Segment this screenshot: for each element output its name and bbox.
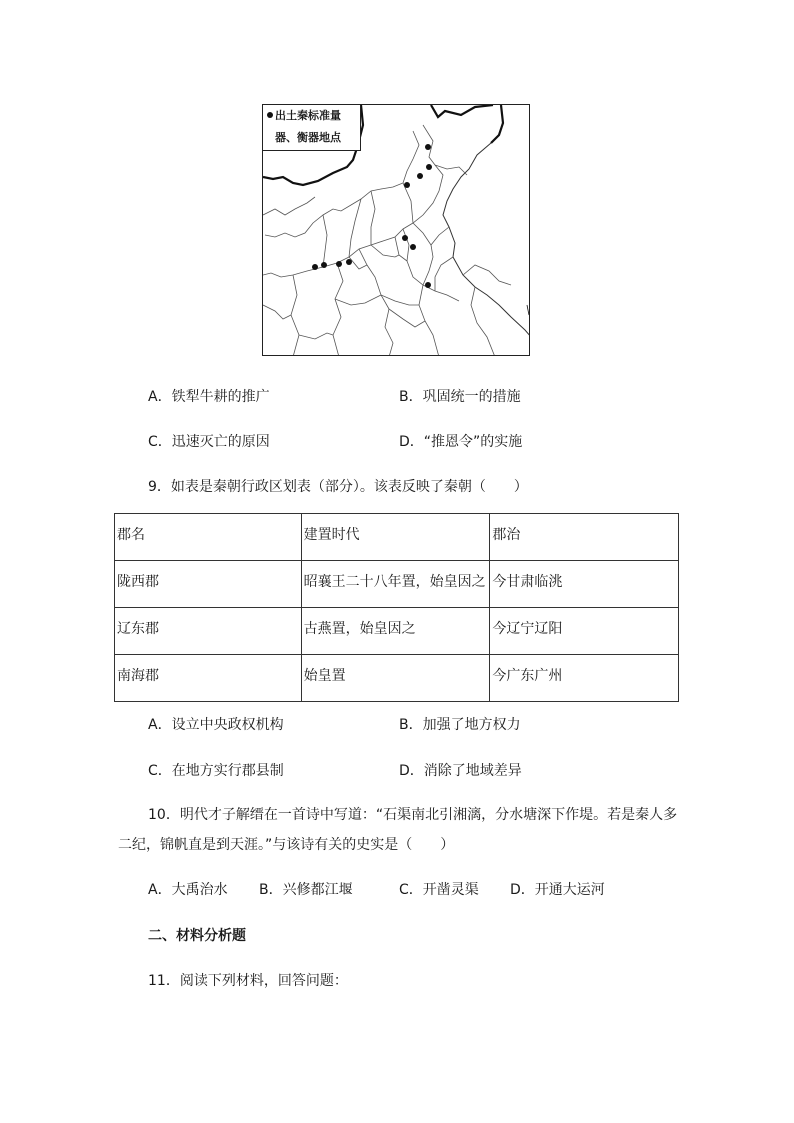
qin-admin-table <box>114 513 679 702</box>
north-border-2 <box>431 105 503 143</box>
table-cell: 今广东广州 <box>490 655 679 702</box>
table-cell: 昭襄王二十八年置，始皇因之 <box>301 561 490 608</box>
site-dot <box>346 259 352 265</box>
q10-option-a[interactable]: A．大禹治水 <box>148 882 228 898</box>
table-cell: 古燕置，始皇因之 <box>301 608 490 655</box>
table-row <box>115 561 679 608</box>
qin-map-figure <box>262 104 530 356</box>
table-cell: 南海郡 <box>115 655 302 702</box>
q9-option-c[interactable]: C．在地方实行郡县制 <box>148 763 284 779</box>
table-cell: 今甘肃临洮 <box>490 561 679 608</box>
site-dot <box>404 182 410 188</box>
site-dot <box>417 173 423 179</box>
q10-stem-line-1: 10．明代才子解缙在一首诗中写道：“石渠南北引湘漓，分水塘深下作堤。若是秦人多 <box>148 807 678 823</box>
filled-dot-icon <box>267 112 273 118</box>
table-row <box>115 655 679 702</box>
q9-stem: 9．如表是秦朝行政区划表（部分）。该表反映了秦朝（ ） <box>148 479 528 495</box>
table-cell: 始皇置 <box>301 655 490 702</box>
site-dot <box>410 244 416 250</box>
site-dot <box>426 164 432 170</box>
q11-stem: 11．阅读下列材料，回答问题： <box>148 973 348 989</box>
table-header-cell: 郡名 <box>115 514 302 561</box>
table-cell: 今辽宁辽阳 <box>490 608 679 655</box>
q10-option-c[interactable]: C．开凿灵渠 <box>399 882 479 898</box>
q9-option-d[interactable]: D．消除了地域差异 <box>399 763 522 779</box>
q9-option-a[interactable]: A．设立中央政权机构 <box>148 717 284 733</box>
table-cell: 陇西郡 <box>115 561 302 608</box>
site-dot <box>425 282 431 288</box>
legend-line-1: 出土秦标准量 <box>275 109 341 122</box>
q8-option-d[interactable]: D．“推恩令”的实施 <box>399 434 523 450</box>
table-cell: 辽东郡 <box>115 608 302 655</box>
legend-line-2: 器、衡器地点 <box>275 131 341 144</box>
table-header-row <box>115 514 679 561</box>
site-dot <box>312 264 318 270</box>
table-header-cell: 建置时代 <box>301 514 490 561</box>
coastline <box>443 143 530 337</box>
q10-option-b[interactable]: B．兴修都江堰 <box>259 882 353 898</box>
site-dot <box>425 144 431 150</box>
site-dot <box>321 262 327 268</box>
table-header-cell: 郡治 <box>490 514 679 561</box>
q9-option-b[interactable]: B．加强了地方权力 <box>399 717 521 733</box>
q10-option-d[interactable]: D．开通大运河 <box>510 882 605 898</box>
site-dot <box>402 235 408 241</box>
q8-option-a[interactable]: A．铁犁牛耕的推广 <box>148 389 270 405</box>
table-row <box>115 608 679 655</box>
map-legend <box>263 105 361 151</box>
q10-stem-line-2: 二纪，锦帆直是到天涯。”与该诗有关的史实是（ ） <box>118 837 455 853</box>
q8-option-b[interactable]: B．巩固统一的措施 <box>399 389 521 405</box>
site-dot <box>336 261 342 267</box>
section-heading: 二、材料分析题 <box>148 928 246 944</box>
q8-option-c[interactable]: C．迅速灭亡的原因 <box>148 434 270 450</box>
